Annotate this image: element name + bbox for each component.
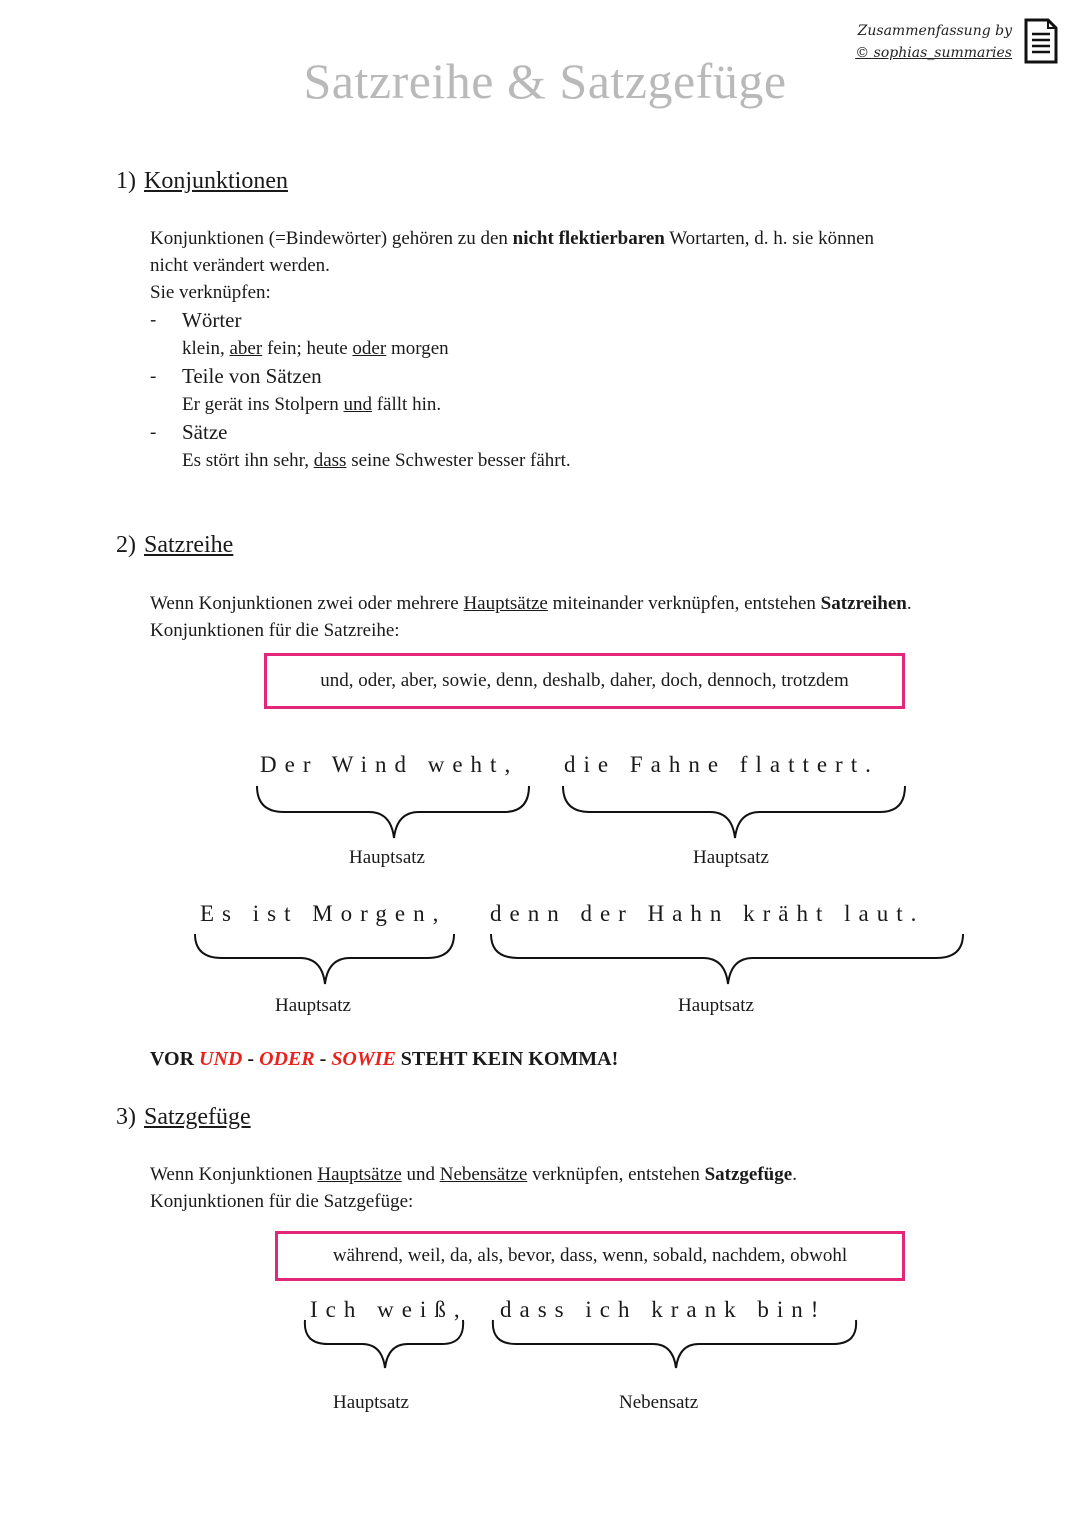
underlined-word: Hauptsätze bbox=[317, 1164, 402, 1185]
intro-line-2: nicht verändert werden. bbox=[150, 255, 330, 276]
example1-label2: Hauptsatz bbox=[693, 847, 769, 868]
text: Wortarten, d. h. sie können bbox=[664, 228, 875, 249]
section-title: Konjunktionen bbox=[144, 168, 288, 194]
text: - bbox=[314, 1048, 332, 1070]
underlined-word: Nebensätze bbox=[439, 1164, 528, 1185]
underlined-word: oder bbox=[352, 338, 387, 359]
example2-part1: Es ist Morgen, bbox=[200, 901, 447, 926]
text: VOR bbox=[150, 1048, 200, 1070]
list-example-1 bbox=[182, 335, 449, 362]
text: und bbox=[401, 1164, 440, 1185]
example2-label1: Hauptsatz bbox=[275, 995, 351, 1016]
example1-part1: Der Wind weht, bbox=[260, 752, 519, 777]
conjunction-box-satzreihe: und, oder, aber, sowie, denn, deshalb, daher, doch, dennoch, trotzdem bbox=[264, 653, 905, 709]
conjunction-box-satzgefuege: während, weil, da, als, bevor, dass, wenn, sobald, nachdem, obwohl bbox=[275, 1231, 905, 1281]
text: STEHT KEIN KOMMA! bbox=[395, 1048, 619, 1070]
section-number: 3) bbox=[116, 1104, 136, 1130]
bold-text: nicht flektierbaren bbox=[512, 228, 665, 249]
list-item-label: Sätze bbox=[182, 420, 228, 444]
section-heading-konjunktionen bbox=[116, 168, 288, 195]
text: . bbox=[906, 593, 912, 614]
credit-line-2: © sophias_summaries bbox=[855, 45, 1012, 61]
text: Konjunktionen (=Bindewörter) gehören zu den bbox=[150, 228, 513, 249]
text: Es stört ihn sehr, bbox=[182, 450, 314, 471]
section2-body bbox=[150, 590, 912, 644]
example3-part1: Ich weiß, bbox=[310, 1297, 468, 1322]
list-item-label: Teile von Sätzen bbox=[182, 364, 322, 388]
text: - bbox=[242, 1048, 260, 1070]
page-title: Satzreihe & Satzgefüge bbox=[303, 53, 787, 109]
section-number: 2) bbox=[116, 532, 136, 558]
underlined-word: und bbox=[343, 394, 372, 415]
dash: - bbox=[150, 366, 157, 387]
section-heading-satzgefuege bbox=[116, 1104, 251, 1131]
text: verknüpfen, entstehen bbox=[527, 1164, 705, 1185]
example1-brace2 bbox=[560, 784, 910, 844]
red-word: ODER bbox=[259, 1048, 315, 1070]
text: Er gerät ins Stolpern bbox=[182, 394, 344, 415]
satzreihe-definition bbox=[150, 590, 912, 617]
underlined-word: aber bbox=[229, 338, 263, 359]
list-example-2 bbox=[182, 391, 441, 418]
example1-label1: Hauptsatz bbox=[349, 847, 425, 868]
red-word: SOWIE bbox=[331, 1048, 396, 1070]
red-word: UND bbox=[199, 1048, 243, 1070]
underlined-word: Hauptsätze bbox=[463, 593, 548, 614]
section-title: Satzreihe bbox=[144, 532, 234, 558]
example2-label2: Hauptsatz bbox=[678, 995, 754, 1016]
text: morgen bbox=[386, 338, 449, 359]
text: . bbox=[792, 1164, 797, 1185]
section1-body bbox=[150, 225, 874, 306]
list-intro: Konjunktionen für die Satzgefüge: bbox=[150, 1191, 414, 1212]
intro-line-1 bbox=[150, 225, 874, 252]
underlined-word: dass bbox=[313, 450, 347, 471]
example3-label2: Nebensatz bbox=[619, 1392, 699, 1413]
section-title: Satzgefüge bbox=[144, 1104, 251, 1130]
text: fein; heute bbox=[262, 338, 353, 359]
example3-label1: Hauptsatz bbox=[333, 1392, 409, 1413]
text: fällt hin. bbox=[371, 394, 442, 415]
list-intro: Konjunktionen für die Satzreihe: bbox=[150, 620, 400, 641]
example3-brace1 bbox=[300, 1318, 470, 1374]
example3-part2: dass ich krank bin! bbox=[500, 1297, 827, 1322]
satzgefuege-definition bbox=[150, 1161, 797, 1188]
example2-brace1 bbox=[192, 932, 462, 992]
text: klein, bbox=[182, 338, 230, 359]
bold-text: Satzreihen bbox=[820, 593, 907, 614]
connect-line: Sie verknüpfen: bbox=[150, 282, 271, 303]
credit bbox=[855, 20, 1012, 64]
dash: - bbox=[150, 309, 157, 331]
text: Wenn Konjunktionen bbox=[150, 1164, 318, 1185]
comma-warning bbox=[150, 1048, 618, 1071]
credit-line-1: Zusammenfassung by bbox=[857, 23, 1012, 39]
list-item-label: Wörter bbox=[182, 308, 242, 332]
example1-part2: die Fahne flattert. bbox=[564, 752, 879, 777]
section-heading-satzreihe bbox=[116, 532, 233, 559]
example2-part2: denn der Hahn kräht laut. bbox=[490, 901, 925, 926]
text: Wenn Konjunktionen zwei oder mehrere bbox=[150, 593, 464, 614]
text: miteinander verknüpfen, entstehen bbox=[547, 593, 821, 614]
example2-brace2 bbox=[488, 932, 968, 992]
example1-brace1 bbox=[254, 784, 534, 844]
section-number: 1) bbox=[116, 168, 136, 194]
dash: - bbox=[150, 422, 157, 443]
section3-body bbox=[150, 1161, 797, 1215]
document-icon bbox=[1024, 18, 1058, 64]
example3-brace2 bbox=[488, 1318, 863, 1374]
list-example-3 bbox=[182, 447, 571, 474]
text: seine Schwester besser fährt. bbox=[346, 450, 571, 471]
bold-text: Satzgefüge bbox=[704, 1164, 793, 1185]
